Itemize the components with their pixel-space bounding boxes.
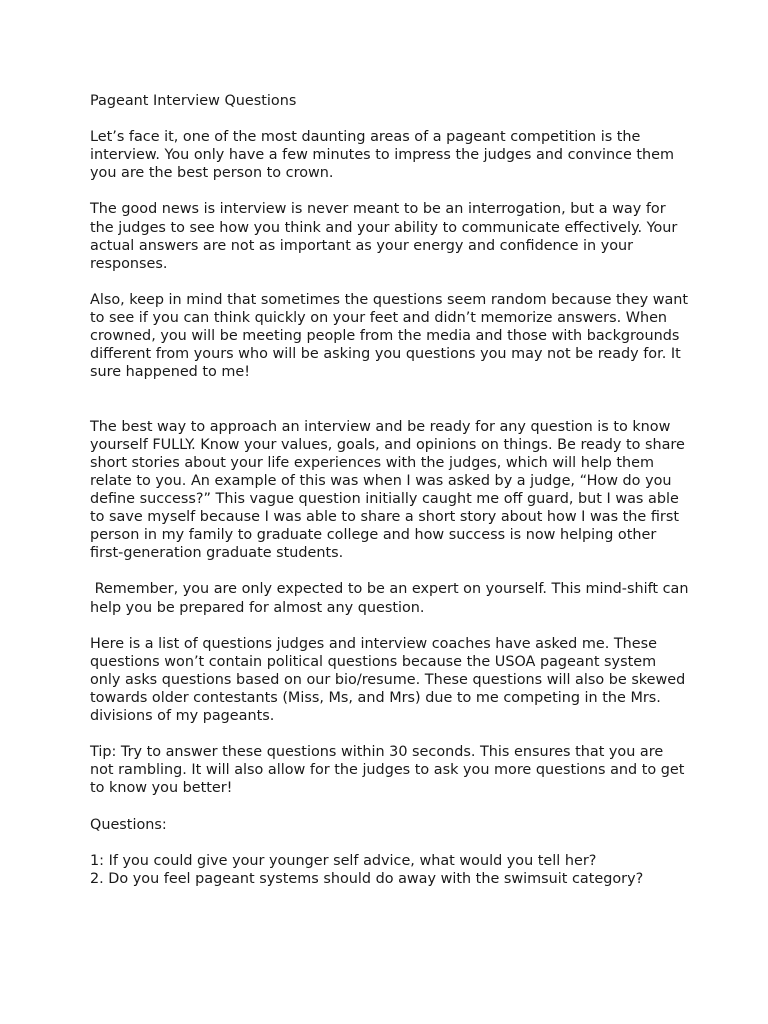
- paragraph-best-way: The best way to approach an interview and be ready for any question is to know yourself FULLY. Know your values, goals, and opinions on things. Be ready to share short stories about your life experiences with the judges, which will help them relate to you. An example of this was when I was asked by a judge, “How do you define success?” This vague question initially caught me off guard, but I was able to save myself because I was able to share a short story about how I was the first person in my family to graduate college and how success is now helping other first-generation graduate students.: [90, 418, 685, 562]
- paragraph-remember: Remember, you are only expected to be an expert on yourself. This mind-shift can help you be prepared for almost any question.: [90, 581, 694, 616]
- paragraph-random-questions: Also, keep in mind that sometimes the questions seem random because they want to see if you can think quickly on your feet and didn’t memorize answers. When crowned, you will be meeting people from the media and those with backgrounds different from yours who will be asking you questions you may not be ready for. It sure happened to me!: [90, 291, 689, 381]
- paragraph-question-list-intro: Here is a list of questions judges and interview coaches have asked me. These questions won’t contain political questions because the USOA pageant system only asks questions based on our bio/resume. These questions will also be skewed towards older contestants (Miss, Ms, and Mrs) due to me competing in the Mrs. divisions of my pageants.: [90, 635, 686, 725]
- question-item-2: 2. Do you feel pageant systems should do away with the swimsuit category?: [90, 870, 644, 887]
- document-title: Pageant Interview Questions: [90, 93, 297, 109]
- paragraph-good-news: The good news is interview is never meant to be an interrogation, but a way for the judges to see how you think and your ability to communicate effectively. Your actual answers are not as important as your energy and confidence in your responses.: [90, 201, 678, 272]
- document-page: [90, 92, 694, 888]
- questions-heading: Questions:: [90, 816, 167, 833]
- paragraph-tip: Tip: Try to answer these questions within 30 seconds. This ensures that you are not rambling. It will also allow for the judges to ask you more questions and to get to know you better!: [90, 744, 685, 797]
- paragraph-intro: Let’s face it, one of the most daunting areas of a pageant competition is the interview. You only have a few minutes to impress the judges and convince them you are the best person to crown.: [90, 129, 675, 182]
- question-item-1: 1: If you could give your younger self advice, what would you tell her?: [90, 852, 597, 869]
